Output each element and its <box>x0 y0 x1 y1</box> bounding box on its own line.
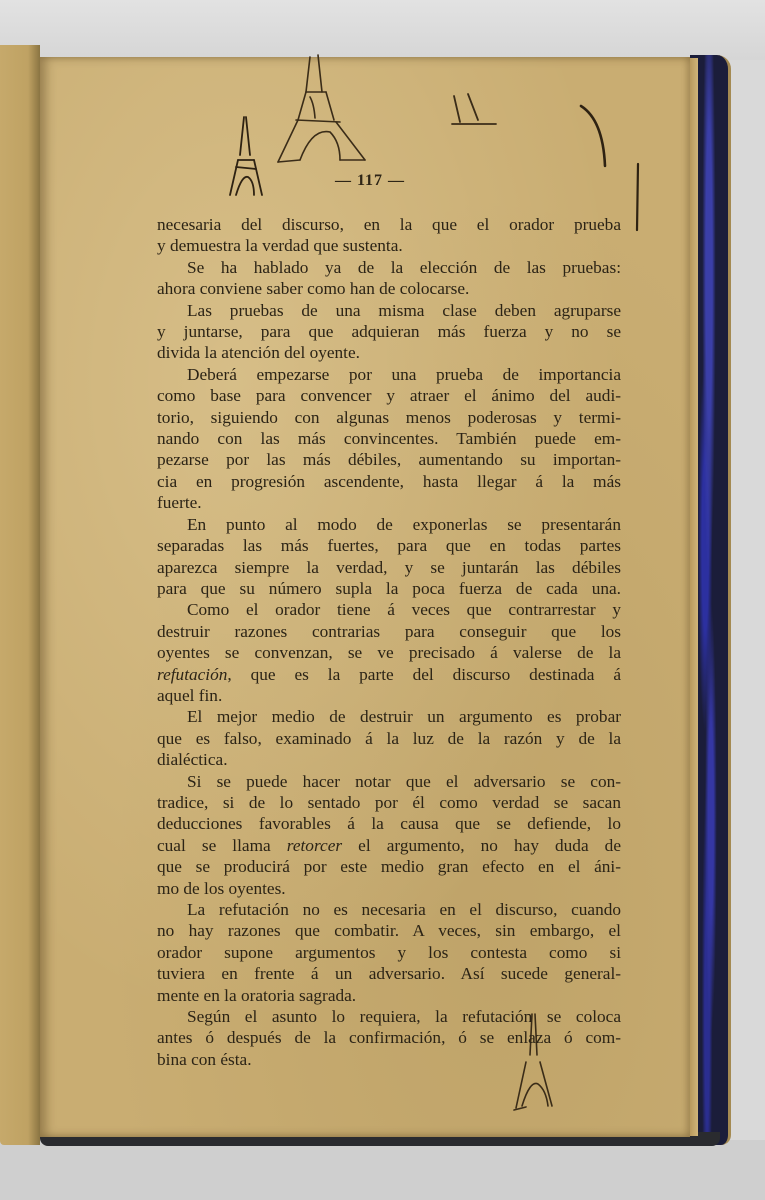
text-line <box>127 835 621 856</box>
text-line: separadas las más fuertes, para que en todas partes <box>157 536 621 556</box>
paragraph <box>127 364 621 514</box>
text-line: aquel fin. <box>157 685 223 705</box>
text-fragment: el argumento, no hay duda de <box>342 835 621 855</box>
text-line: Deberá empezarse por una prueba de importancia <box>187 364 621 384</box>
text-line: Las pruebas de una misma clase deben agruparse <box>187 300 621 320</box>
italic-term: retorcer <box>286 835 343 855</box>
background-surface-top <box>0 0 765 60</box>
text-line: El mejor medio de destruir un argumento es probar <box>187 707 621 727</box>
text-line: fuerte. <box>157 493 202 513</box>
text-line: que se producirá por este medio gran efecto en el áni- <box>157 857 621 877</box>
text-fragment: , que es la parte del discurso destinada á <box>227 664 621 684</box>
text-line: destruir razones contrarias para conseguir que los <box>157 621 621 641</box>
text-line: no hay razones que combatir. A veces, sin embargo, el <box>157 921 621 941</box>
text-line <box>127 664 621 685</box>
text-line: tuviera en frente á un adversario. Así sucede general- <box>157 964 621 984</box>
paragraph <box>127 257 621 300</box>
text-line: que es falso, examinado á la luz de la razón y de la <box>157 728 621 748</box>
eiffel-tower-sketch-large-icon <box>270 52 370 172</box>
text-line: oyentes se convenzan, se ve precisado á valerse de la <box>157 643 621 663</box>
text-line: bina con ésta. <box>157 1049 252 1069</box>
left-page-edge <box>0 45 40 1145</box>
pen-stroke-vertical-icon <box>632 160 644 235</box>
text-line: pezarse por las más débiles, aumentando su importan- <box>157 450 621 470</box>
text-line: necesaria del discurso, en la que el orador prueba <box>157 215 621 234</box>
text-line: mo de los oyentes. <box>157 878 286 898</box>
text-fragment: cual se llama <box>157 835 287 855</box>
text-line: Como el orador tiene á veces que contrarrestar y <box>187 600 621 620</box>
text-line: cia en progresión ascendente, hasta llegar á la más <box>157 471 621 491</box>
italic-term: refutación <box>157 664 228 684</box>
handwritten-mark-top-icon <box>446 92 501 132</box>
text-line: Se ha hablado ya de la elección de las pruebas: <box>187 257 621 277</box>
paragraph <box>127 1006 621 1070</box>
paragraph <box>127 899 621 1006</box>
text-line: mente en la oratoria sagrada. <box>157 985 357 1005</box>
text-line: orador supone argumentos y los contesta como si <box>157 942 621 962</box>
text-line: En punto al modo de exponerlas se presentarán <box>187 514 621 534</box>
text-line: nando con las más convincentes. También puede em- <box>157 429 621 449</box>
text-line: Si se puede hacer notar que el adversario se con- <box>187 771 621 791</box>
text-line: divida la atención del oyente. <box>157 343 360 363</box>
page-edge <box>690 58 698 1136</box>
text-line: deducciones favorables á la causa que se defiende, lo <box>157 814 621 834</box>
text-line: dialéctica. <box>157 750 228 770</box>
text-line: antes ó después de la confirmación, ó se enlaza ó com- <box>157 1028 621 1048</box>
text-line: aparezca siempre la verdad, y se juntarán las débiles <box>157 557 621 577</box>
text-line: Según el asunto lo requiera, la refutación se coloca <box>187 1007 621 1027</box>
paragraph <box>127 214 621 257</box>
background-surface-bottom <box>0 1140 765 1200</box>
text-line: y demuestra la verdad que sustenta. <box>157 236 403 256</box>
page-number: — 117 — <box>334 172 406 189</box>
eiffel-tower-sketch-small-icon <box>222 115 267 200</box>
paragraph <box>127 706 621 770</box>
text-line: y juntarse, para que adquieran más fuerza y no se <box>157 322 621 342</box>
paragraph <box>127 771 621 899</box>
body-text <box>127 214 621 1070</box>
text-line: tradice, si de lo sentado por él como verdad se sacan <box>157 792 621 812</box>
text-line: para que su número supla la poca fuerza de cada una. <box>157 578 621 598</box>
paragraph <box>127 514 621 600</box>
paragraph <box>127 300 621 364</box>
text-line: torio, siguiendo con algunas menos poderosas y termi- <box>157 407 621 427</box>
pen-stroke-curve-icon <box>575 102 615 172</box>
text-line: ahora conviene saber como han de colocarse. <box>157 279 470 299</box>
text-line: La refutación no es necesaria en el discurso, cuando <box>187 900 621 919</box>
text-line: como base para convencer y atraer el ánimo del audi- <box>157 386 621 406</box>
paragraph <box>127 599 621 706</box>
